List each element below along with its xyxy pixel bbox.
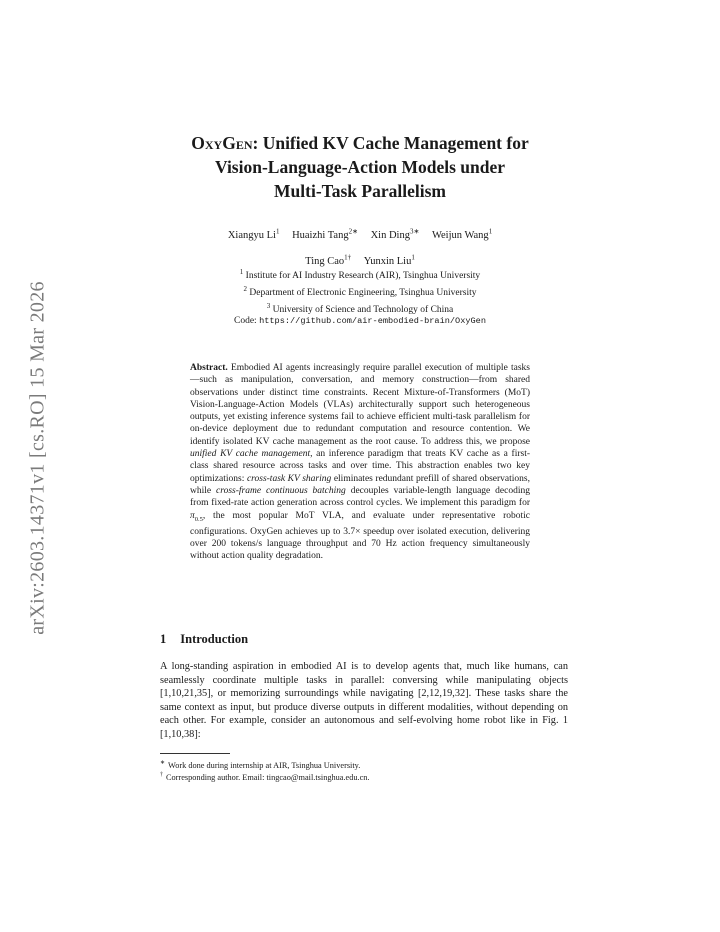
affiliation: $^1$ Institute for AI Industry Research (AIR), Tsinghua University (239, 268, 481, 282)
footnote: ∗ Work done during internship at AIR, Tsinghua University. (160, 760, 361, 770)
affiliation: $^2$ Department of Electronic Engineering, Tsinghua University (243, 285, 477, 299)
author: Yunxin Liu$^1$ (363, 253, 415, 267)
code-label: Code: (234, 316, 257, 326)
affiliations (150, 266, 570, 317)
affiliation: $^3$ University of Science and Technology of China (266, 302, 454, 316)
footnote: † Corresponding author. Email: tingcao@mail.tsinghua.edu.cn. (160, 772, 370, 782)
arxiv-identifier: arXiv:2603.14371v1 [cs.RO] 15 Mar 2026 (26, 281, 49, 635)
title-line-2: Vision-Language-Action Models under (214, 157, 506, 177)
author: Ting Cao$^{1\dagger}$ (305, 253, 352, 267)
abstract: Abstract. Embodied AI agents increasingly require parallel execution of multiple tasks—such as manipulation, conversation, and memory construction—from shared observations under distinct time constraints. Recent Mixture-of-Transformers (MoT) Vision-Language-Action Models (VLAs) architecturally support such heterogeneous outputs, yet existing inference systems fail to achieve efficient multi-task parallelism for on-device deployment due to redundant computation and resource contention. We identify isolated KV cache management as the root cause. To address this, we propose unified KV cache management, an inference paradigm that treats KV cache as a first-class shared resource across tasks and over time. This abstraction enables two key optimizations: cross-task KV sharing eliminates redundant prefill of shared observations, while cross-frame continuous batching decouples variable-length language decoding from fixed-rate action generation across control cycles. We implement this paradigm for $\pi_{0.5}$, the most popular MoT VLA, and evaluate under representative robotic configurations. OxyGen achieves up to 3.7× speedup over isolated execution, delivering over 200 tokens/s language throughput and 70 Hz action frequency simultaneously without action quality degradation. (190, 363, 531, 562)
abstract-heading: Abstract. (190, 363, 228, 373)
author: Huaizhi Tang$^{2∗}$ (292, 227, 358, 241)
arxiv-sidebar (16, 258, 60, 658)
section-title: Introduction (180, 632, 249, 646)
system-name: OxyGen (191, 133, 253, 153)
title-line-1: : Unified KV Cache Management for (252, 133, 529, 153)
author: Xiangyu Li$^1$ (227, 227, 280, 241)
paper-title (150, 131, 570, 203)
intro-paragraph: A long-standing aspiration in embodied AI is to develop agents that, much like humans, can seamlessly coordinate multiple tasks in parallel: conversing while manipulating objects [1,10,21,35], or memorizing surroundings while navigating [2,12,19,32]. These tasks share the same context as input, but produce diverse outputs in different modalities, without depending on each other. For example, consider an autonomous and self-evolving home robot like in Fig. 1 [1,10,38]: (160, 661, 568, 740)
code-url-link[interactable]: https://github.com/air-embodied-brain/OxyGen (259, 316, 486, 326)
footnote-rule (160, 753, 230, 754)
section-number: 1 (160, 632, 167, 646)
section-heading (160, 632, 248, 647)
author: Weijun Wang$^1$ (431, 227, 493, 241)
code-link-line (150, 316, 570, 326)
title-line-3: Multi-Task Parallelism (274, 181, 446, 201)
author: Xin Ding$^{3∗}$ (370, 227, 420, 241)
